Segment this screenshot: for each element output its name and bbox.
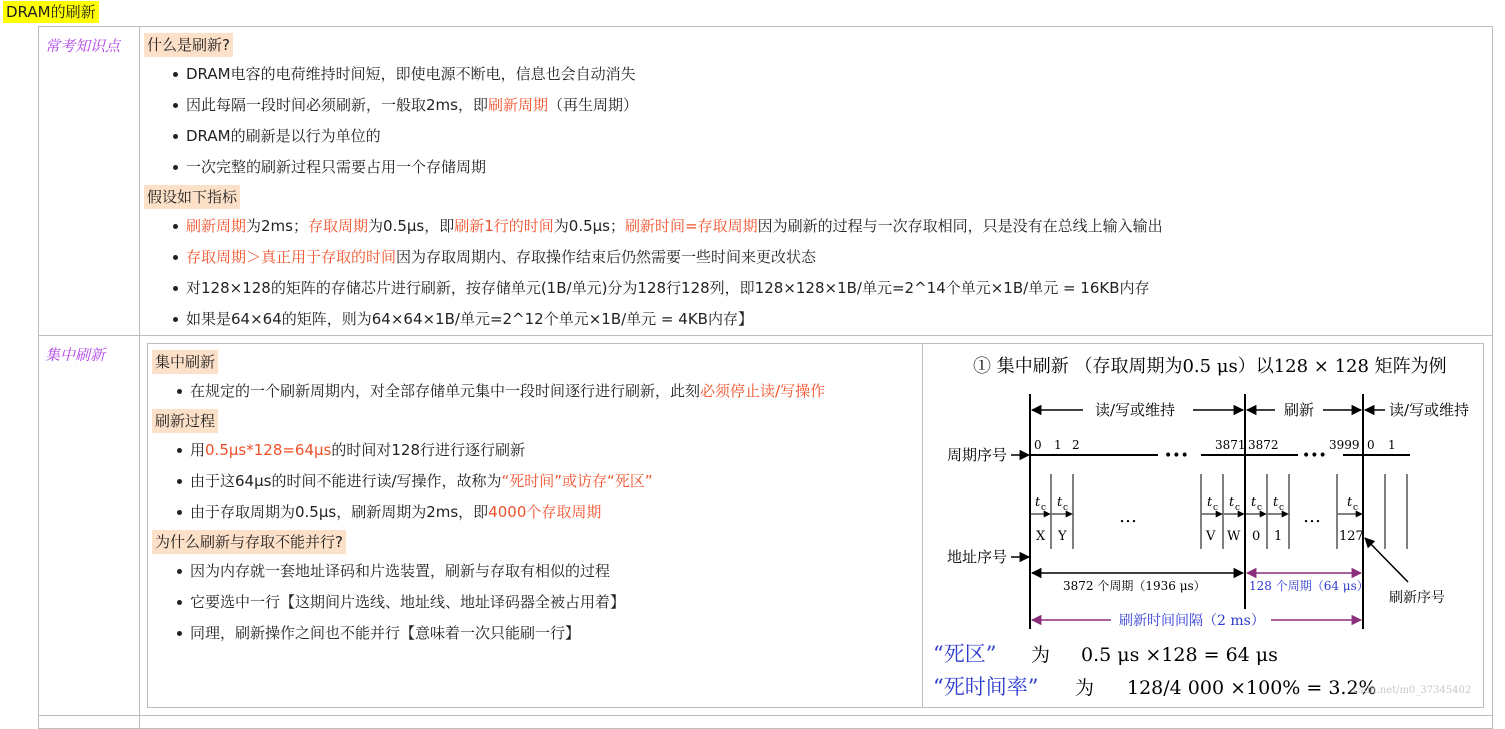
tc-label: t (1273, 495, 1279, 510)
heading-refresh-process: 刷新过程 (152, 409, 218, 433)
cell-label: Y (1058, 529, 1067, 544)
dead-zone-formula: 0.5 μs ×128 = 64 μs (1081, 644, 1278, 666)
highlight-text: 必须停止读/写操作 (700, 382, 826, 400)
tc-sub: c (1353, 503, 1359, 513)
ellipsis: … (1119, 506, 1137, 527)
ellipsis: … (1303, 506, 1321, 527)
dead-zone-word: 为 (1031, 644, 1051, 666)
list-item (144, 242, 1492, 273)
notes-table (38, 26, 1493, 729)
dots: ••• (1302, 448, 1327, 464)
category-cell (39, 27, 140, 336)
dead-zone-term: “死区” (933, 642, 997, 666)
item-text: 为2ms； (246, 217, 308, 235)
item-text: 因为存取周期内、存取操作结束后仍然需要一些时间来更改状态 (396, 248, 817, 266)
category-label: 集中刷新 (45, 346, 106, 364)
item-text: （再生周期） (548, 96, 639, 114)
cycle-num: 0 (1367, 438, 1375, 452)
interval-label: 刷新时间间隔（2 ms） (1119, 613, 1265, 629)
item-text: DRAM电容的电荷维持时间短，即使电源不断电，信息也会自动消失 (186, 65, 636, 83)
list-item (152, 556, 922, 587)
bullet-list (152, 376, 922, 407)
list-item (152, 466, 922, 497)
tc-sub: c (1279, 503, 1285, 513)
list-item (152, 618, 922, 649)
category-label: 常考知识点 (45, 37, 121, 55)
cycle-num: 1 (1054, 438, 1062, 452)
highlight-text: 刷新时间=存取周期 (625, 217, 758, 235)
cell-label: V (1206, 529, 1216, 544)
table-row (39, 716, 1493, 729)
dead-rate-formula: 128/4 000 ×100% = 3.2% (1127, 677, 1377, 699)
bullet-list (152, 556, 922, 649)
tc-label: t (1229, 495, 1235, 510)
tc-sub: c (1041, 503, 1047, 513)
heading-centralized-refresh: 集中刷新 (152, 350, 218, 374)
item-text: 因为刷新的过程与一次存取相同，只是没有在总线上输入输出 (757, 217, 1163, 235)
tc-sub: c (1257, 503, 1263, 513)
refresh-seq-label: 刷新序号 (1389, 590, 1445, 606)
dead-rate-term: “死时间率” (933, 675, 1039, 699)
bullet-list (152, 435, 922, 528)
rw-label-1: 读/写或维持 (1095, 401, 1176, 419)
list-item (152, 587, 922, 618)
item-text: 用 (190, 441, 206, 459)
tc-label: t (1207, 495, 1213, 510)
content-cell (140, 27, 1493, 336)
cell-label: 0 (1252, 529, 1261, 544)
cycle-num: 2 (1072, 438, 1080, 452)
cell-label: 127 (1339, 529, 1364, 544)
dots: ••• (1164, 448, 1189, 464)
category-cell (39, 336, 140, 716)
item-text: 因此每隔一段时间必须刷新，一般取2ms，即 (186, 96, 488, 114)
tc-label: t (1347, 495, 1353, 510)
list-item (152, 435, 922, 466)
cycle-num: 3871 (1215, 438, 1246, 452)
dead-rate-word: 为 (1075, 677, 1095, 699)
span-label-1: 3872 个周期（1936 μs） (1063, 579, 1206, 593)
inner-text-cell (148, 344, 923, 707)
span-label-2: 128 个周期（64 μs） (1249, 579, 1369, 593)
tc-label: t (1251, 495, 1257, 510)
tc-sub: c (1235, 503, 1241, 513)
highlight-text: 刷新周期 (487, 96, 548, 114)
cell-label: X (1036, 529, 1046, 544)
item-text: 如果是64×64的矩阵，则为64×64×1B/单元=2^12个单元×1B/单元 = 4KB内存】 (186, 310, 753, 328)
list-item (144, 304, 1492, 335)
list-item (144, 121, 1492, 152)
item-text: 由于存取周期为0.5μs，刷新周期为2ms，即 (190, 503, 489, 521)
cell-label: W (1227, 529, 1241, 544)
list-item (144, 90, 1492, 121)
figure-title: ① 集中刷新 （存取周期为0.5 μs）以128 × 128 矩阵为例 (973, 356, 1447, 377)
heading-assumptions: 假设如下指标 (144, 185, 240, 209)
item-text: 因为内存就一套地址译码和片选装置，刷新与存取有相似的过程 (190, 562, 611, 580)
category-cell (39, 716, 140, 729)
item-text: 在规定的一个刷新周期内，对全部存储单元集中一段时间逐行进行刷新，此刻 (190, 382, 701, 400)
highlight-text: 刷新1行的时间 (454, 217, 554, 235)
inner-table (147, 343, 1484, 708)
refresh-timing-diagram (923, 344, 1483, 707)
item-text: 由于这64μs的时间不能进行读/写操作，故称为 (190, 472, 502, 490)
bullet-list (144, 59, 1492, 183)
cycle-seq-label: 周期序号 (947, 446, 1008, 464)
tc-label: t (1057, 495, 1063, 510)
bullet-list (144, 211, 1492, 335)
refresh-label: 刷新 (1284, 401, 1315, 419)
list-item (152, 376, 922, 407)
cycle-num: 1 (1388, 438, 1396, 452)
cell-label: 1 (1274, 529, 1283, 544)
highlight-text: “死时间”或访存“死区” (501, 472, 653, 490)
page-title: DRAM的刷新 (3, 1, 99, 23)
heading-what-is-refresh: 什么是刷新? (144, 33, 233, 57)
highlight-text: 0.5μs*128=64μs (205, 441, 332, 459)
item-text: 为0.5μs，即 (368, 217, 455, 235)
addr-seq-label: 地址序号 (947, 548, 1008, 566)
list-item (144, 273, 1492, 304)
tc-cells (1031, 474, 1407, 549)
rw-label-2: 读/写或维持 (1389, 401, 1470, 419)
item-text: 同理，刷新操作之间也不能并行【意味着一次只能刷一行】 (190, 624, 581, 642)
table-row (39, 27, 1493, 336)
tc-label: t (1035, 495, 1041, 510)
list-item (144, 59, 1492, 90)
content-cell (140, 716, 1493, 729)
list-item (144, 211, 1492, 242)
item-text: 它要选中一行【这期间片选线、地址线、地址译码器全被占用着】 (190, 593, 626, 611)
heading-why-not-parallel: 为什么刷新与存取不能并行? (152, 530, 346, 554)
item-text: DRAM的刷新是以行为单位的 (186, 127, 381, 145)
highlight-text: 4000个存取周期 (488, 503, 602, 521)
cycle-num: 0 (1034, 438, 1042, 452)
item-text: 一次完整的刷新过程只需要占用一个存储周期 (186, 158, 487, 176)
table-row (39, 336, 1493, 716)
highlight-text: 存取周期 (308, 217, 369, 235)
cycle-num: 3999 (1329, 438, 1360, 452)
tc-sub: c (1213, 503, 1219, 513)
highlight-text: 刷新周期 (186, 217, 247, 235)
list-item (144, 152, 1492, 183)
cycle-num: 3872 (1248, 438, 1279, 452)
item-text: 为0.5μs； (553, 217, 625, 235)
list-item (152, 497, 922, 528)
watermark: csdn.net/m0_37345402 (1353, 685, 1472, 696)
figure-cell (923, 344, 1483, 707)
item-text: 的时间对128行进行逐行刷新 (331, 441, 526, 459)
refresh-seq-pointer (1365, 538, 1408, 582)
tc-sub: c (1063, 503, 1069, 513)
item-text: 对128×128的矩阵的存储芯片进行刷新，按存储单元(1B/单元)分为128行128列，即128×128×1B/单元=2^14个单元×1B/单元 = 16KB内存 (186, 279, 1150, 297)
content-cell (140, 336, 1493, 716)
highlight-text: 存取周期＞真正用于存取的时间 (186, 248, 397, 266)
